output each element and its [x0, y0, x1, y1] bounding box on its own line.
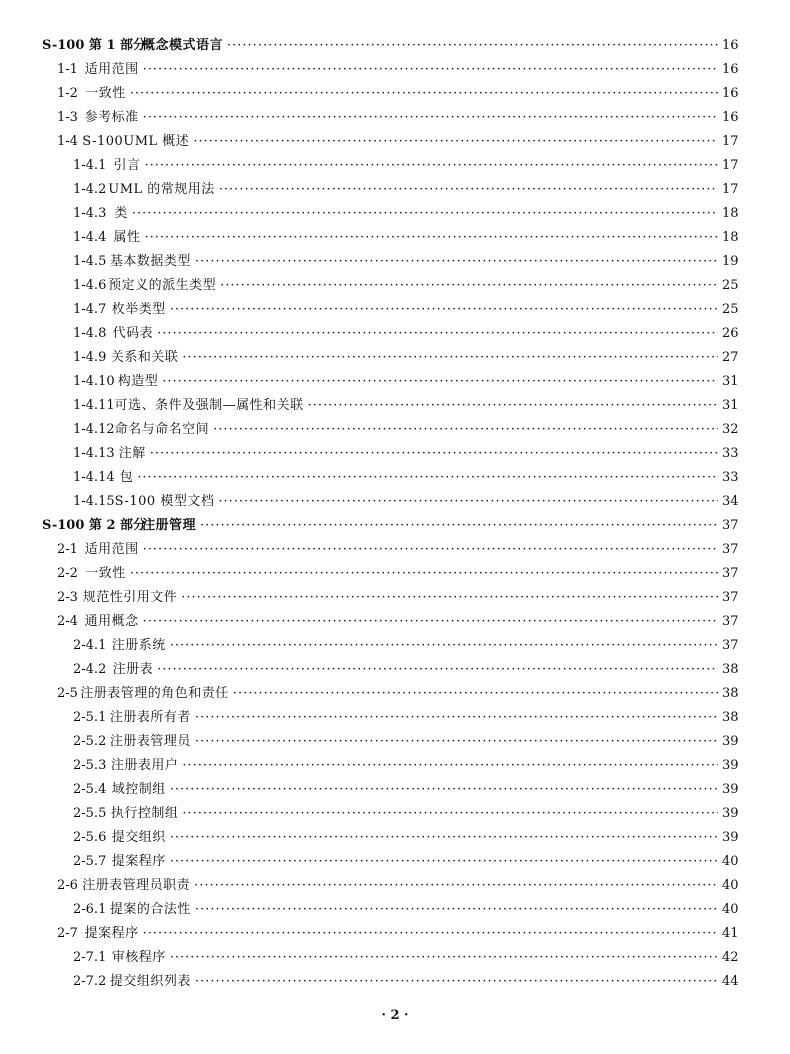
- toc-entry-number: 2-7.1: [73, 950, 107, 965]
- toc-entry-title: 预定义的派生类型: [108, 278, 217, 293]
- toc-subsection-entry[interactable]: [0, 202, 790, 226]
- page-number-footer: · 2 ·: [381, 1008, 409, 1023]
- toc-dot-leader: [157, 322, 718, 346]
- toc-entry-title: 一致性: [85, 86, 126, 101]
- toc-entry-title: 审核程序: [111, 950, 166, 965]
- toc-entry-title: 关系和关联: [110, 350, 179, 365]
- toc-dot-leader: [162, 370, 718, 394]
- toc-entry-number: 1-4.7: [73, 302, 107, 317]
- toc-entry-page-number: 18: [722, 230, 739, 245]
- toc-dot-leader: [308, 394, 718, 418]
- toc-entry-number: 2-5.5: [73, 806, 107, 821]
- toc-dot-leader: [195, 250, 718, 274]
- toc-subsection-entry[interactable]: [0, 250, 790, 274]
- toc-entry-page-number: 16: [722, 110, 739, 125]
- toc-entry-page-number: 39: [722, 734, 739, 749]
- toc-entry-title: 注册表管理员职责: [82, 878, 191, 893]
- toc-dot-leader: [200, 514, 718, 538]
- toc-dot-leader: [195, 706, 718, 730]
- toc-entry-title: 提案程序: [84, 926, 139, 941]
- toc-entry-title: 概念模式语言: [142, 38, 224, 53]
- toc-subsection-entry[interactable]: [0, 370, 790, 394]
- toc-entry-number: 1-4.12: [73, 422, 115, 437]
- toc-dot-leader: [157, 658, 718, 682]
- toc-dot-leader: [170, 850, 718, 874]
- toc-dot-leader: [170, 778, 718, 802]
- toc-dot-leader: [195, 970, 718, 994]
- toc-entry-number: 1-4.1: [73, 158, 107, 173]
- toc-section-entry[interactable]: [0, 586, 790, 610]
- toc-entry-number: 1-4.6: [73, 278, 107, 293]
- toc-dot-leader: [195, 730, 718, 754]
- toc-part-heading[interactable]: [0, 34, 790, 58]
- toc-subsection-entry[interactable]: [0, 634, 790, 658]
- toc-dot-leader: [227, 34, 718, 58]
- toc-section-entry[interactable]: [0, 610, 790, 634]
- toc-entry-page-number: 17: [722, 158, 739, 173]
- toc-entry-number: 1-4.8: [73, 326, 107, 341]
- toc-dot-leader: [195, 898, 718, 922]
- toc-entry-page-number: 33: [722, 470, 739, 485]
- toc-entry-number: 2-5.1: [73, 710, 107, 725]
- toc-subsection-entry[interactable]: [0, 490, 790, 514]
- toc-entry-page-number: 16: [722, 38, 739, 53]
- toc-subsection-entry[interactable]: [0, 394, 790, 418]
- toc-subsection-entry[interactable]: [0, 154, 790, 178]
- toc-entry-number: 2-4: [57, 614, 78, 629]
- toc-entry-page-number: 18: [722, 206, 739, 221]
- toc-section-entry[interactable]: [0, 562, 790, 586]
- toc-entry-page-number: 39: [722, 830, 739, 845]
- toc-entry-title: 规范性引用文件: [82, 590, 178, 605]
- toc-dot-leader: [182, 754, 718, 778]
- toc-part-heading[interactable]: [0, 514, 790, 538]
- toc-entry-page-number: 39: [722, 782, 739, 797]
- toc-entry-page-number: 17: [722, 182, 739, 197]
- toc-dot-leader: [137, 466, 718, 490]
- toc-entry-page-number: 42: [722, 950, 739, 965]
- toc-entry-page-number: 38: [722, 686, 739, 701]
- toc-entry-number: 1-3: [57, 110, 78, 125]
- toc-entry-title: 可选、条件及强制—属性和关联: [114, 398, 304, 413]
- toc-section-entry[interactable]: [0, 130, 790, 154]
- toc-entry-page-number: 37: [722, 614, 739, 629]
- toc-dot-leader: [219, 178, 718, 202]
- toc-entry-page-number: 37: [722, 590, 739, 605]
- toc-entry-number: 1-4.13: [73, 446, 115, 461]
- toc-entry-page-number: 40: [722, 902, 739, 917]
- toc-dot-leader: [145, 226, 719, 250]
- toc-subsection-entry[interactable]: [0, 658, 790, 682]
- toc-dot-leader: [170, 826, 718, 850]
- toc-entry-number: 1-4.4: [73, 230, 107, 245]
- toc-dot-leader: [143, 58, 718, 82]
- toc-dot-leader: [145, 154, 719, 178]
- toc-entry-title: 注解: [118, 446, 146, 461]
- toc-subsection-entry[interactable]: [0, 850, 790, 874]
- toc-section-entry[interactable]: [0, 922, 790, 946]
- toc-dot-leader: [213, 418, 718, 442]
- toc-dot-leader: [143, 106, 718, 130]
- toc-entry-number: 1-4.3: [73, 206, 107, 221]
- toc-dot-leader: [143, 610, 718, 634]
- toc-dot-leader: [130, 562, 718, 586]
- toc-section-entry[interactable]: [0, 82, 790, 106]
- toc-entry-number: 2-5.3: [73, 758, 107, 773]
- toc-entry-title: 通用概念: [84, 614, 139, 629]
- toc-entry-number: 1-1: [57, 62, 78, 77]
- toc-subsection-entry[interactable]: [0, 298, 790, 322]
- toc-entry-number: 2-6.1: [73, 902, 107, 917]
- toc-entry-number: 2-7.2: [73, 974, 107, 989]
- toc-entry-number: 2-4.2: [73, 662, 107, 677]
- toc-entry-page-number: 27: [722, 350, 739, 365]
- toc-entry-title: 适用范围: [84, 62, 139, 77]
- toc-entry-number: 1-4.9: [73, 350, 107, 365]
- toc-subsection-entry[interactable]: [0, 178, 790, 202]
- toc-section-entry[interactable]: [0, 682, 790, 706]
- toc-entry-number: 1-2: [57, 86, 78, 101]
- toc-entry-title: 引言: [113, 158, 141, 173]
- toc-entry-page-number: 37: [722, 566, 739, 581]
- toc-entry-number: 1-4.15: [73, 494, 115, 509]
- toc-entry-title: 注册表用户: [110, 758, 179, 773]
- toc-entry-title: 参考标准: [84, 110, 139, 125]
- toc-entry-number: 1-4.14: [73, 470, 115, 485]
- toc-dot-leader: [170, 946, 718, 970]
- toc-entry-title: 代码表: [112, 326, 154, 341]
- toc-subsection-entry[interactable]: [0, 778, 790, 802]
- toc-entry-number: 2-3: [57, 590, 78, 605]
- toc-entry-title: 注册系统: [111, 638, 166, 653]
- toc-subsection-entry[interactable]: [0, 322, 790, 346]
- toc-subsection-entry[interactable]: [0, 418, 790, 442]
- toc-subsection-entry[interactable]: [0, 274, 790, 298]
- toc-dot-leader: [182, 346, 718, 370]
- toc-entry-title: 注册表: [112, 662, 154, 677]
- toc-entry-number: 2-5.7: [73, 854, 107, 869]
- toc-entry-page-number: 38: [722, 710, 739, 725]
- toc-entry-title: 类: [114, 206, 128, 221]
- toc-entry-page-number: 40: [722, 878, 739, 893]
- toc-entry-page-number: 37: [722, 518, 739, 533]
- toc-entry-number: 1-4.11: [73, 398, 115, 413]
- toc-entry-page-number: 32: [722, 422, 739, 437]
- toc-entry-title: S-100UML 概述: [82, 134, 190, 149]
- toc-entry-number: 1-4.2: [73, 182, 107, 197]
- toc-entry-page-number: 37: [722, 542, 739, 557]
- toc-entry-page-number: 33: [722, 446, 739, 461]
- toc-entry-page-number: 26: [722, 326, 739, 341]
- toc-entry-number: 2-2: [57, 566, 78, 581]
- toc-subsection-entry[interactable]: [0, 802, 790, 826]
- toc-dot-leader: [233, 682, 718, 706]
- toc-entry-page-number: 37: [722, 638, 739, 653]
- toc-dot-leader: [130, 82, 718, 106]
- toc-entry-title: 提案程序: [111, 854, 166, 869]
- toc-entry-page-number: 39: [722, 806, 739, 821]
- toc-entry-page-number: 39: [722, 758, 739, 773]
- toc-entry-page-number: 40: [722, 854, 739, 869]
- toc-dot-leader: [194, 874, 718, 898]
- toc-subsection-entry[interactable]: [0, 970, 790, 994]
- toc-entry-title: UML 的常规用法: [108, 182, 215, 197]
- toc-entry-page-number: 17: [722, 134, 739, 149]
- toc-dot-leader: [143, 538, 718, 562]
- toc-entry-page-number: 25: [722, 302, 739, 317]
- toc-entry-page-number: 41: [722, 926, 739, 941]
- toc-entry-title: 注册表所有者: [109, 710, 191, 725]
- toc-entry-page-number: 31: [722, 398, 739, 413]
- toc-dot-leader: [218, 490, 718, 514]
- toc-subsection-entry[interactable]: [0, 346, 790, 370]
- toc-entry-title: 提案的合法性: [109, 902, 191, 917]
- toc-entry-page-number: 16: [722, 62, 739, 77]
- toc-entry-title: 枚举类型: [111, 302, 166, 317]
- toc-entry-title: 适用范围: [84, 542, 139, 557]
- toc-entry-number: S-100 第 2 部分: [42, 518, 147, 533]
- toc-dot-leader: [143, 922, 718, 946]
- toc-entry-page-number: 19: [722, 254, 739, 269]
- toc-subsection-entry[interactable]: [0, 754, 790, 778]
- toc-dot-leader: [220, 274, 718, 298]
- toc-dot-leader: [132, 202, 718, 226]
- toc-entry-title: 属性: [113, 230, 141, 245]
- toc-subsection-entry[interactable]: [0, 706, 790, 730]
- toc-entry-title: 构造型: [117, 374, 159, 389]
- toc-dot-leader: [150, 442, 718, 466]
- toc-subsection-entry[interactable]: [0, 826, 790, 850]
- toc-entry-page-number: 38: [722, 662, 739, 677]
- toc-entry-number: S-100 第 1 部分: [42, 38, 147, 53]
- toc-dot-leader: [170, 634, 718, 658]
- toc-entry-number: 2-5: [57, 686, 78, 701]
- toc-subsection-entry[interactable]: [0, 730, 790, 754]
- toc-entry-number: 2-6: [57, 878, 78, 893]
- toc-entry-title: 执行控制组: [110, 806, 179, 821]
- toc-section-entry[interactable]: [0, 874, 790, 898]
- toc-subsection-entry[interactable]: [0, 946, 790, 970]
- toc-entry-number: 2-1: [57, 542, 78, 557]
- toc-entry-page-number: 34: [722, 494, 739, 509]
- toc-dot-leader: [193, 130, 718, 154]
- toc-entry-page-number: 44: [722, 974, 739, 989]
- toc-entry-title: 基本数据类型: [109, 254, 191, 269]
- toc-section-entry[interactable]: [0, 106, 790, 130]
- toc-section-entry[interactable]: [0, 58, 790, 82]
- toc-entry-title: 包: [119, 470, 134, 485]
- toc-entry-title: 注册表管理员: [109, 734, 191, 749]
- toc-entry-page-number: 31: [722, 374, 739, 389]
- toc-entry-title: 命名与命名空间: [114, 422, 210, 437]
- toc-dot-leader: [182, 802, 718, 826]
- toc-entry-number: 2-4.1: [73, 638, 107, 653]
- toc-entry-number: 2-5.6: [73, 830, 107, 845]
- toc-entry-number: 2-5.2: [73, 734, 107, 749]
- toc-entry-title: 提交组织列表: [109, 974, 191, 989]
- toc-entry-number: 2-7: [57, 926, 78, 941]
- toc-dot-leader: [170, 298, 718, 322]
- toc-entry-title: 域控制组: [111, 782, 166, 797]
- toc-section-entry[interactable]: [0, 538, 790, 562]
- toc-subsection-entry[interactable]: [0, 442, 790, 466]
- toc-entry-number: 1-4: [57, 134, 78, 149]
- toc-entry-title: 一致性: [85, 566, 126, 581]
- toc-subsection-entry[interactable]: [0, 226, 790, 250]
- toc-entry-page-number: 16: [722, 86, 739, 101]
- toc-entry-title: 注册表管理的角色和责任: [80, 686, 229, 701]
- toc-entry-number: 2-5.4: [73, 782, 107, 797]
- toc-entry-page-number: 25: [722, 278, 739, 293]
- toc-entry-title: 提交组织: [111, 830, 166, 845]
- toc-subsection-entry[interactable]: [0, 898, 790, 922]
- toc-subsection-entry[interactable]: [0, 466, 790, 490]
- toc-dot-leader: [181, 586, 718, 610]
- toc-entry-number: 1-4.5: [73, 254, 107, 269]
- toc-entry-title: S-100 模型文档: [114, 494, 215, 509]
- toc-entry-number: 1-4.10: [73, 374, 115, 389]
- toc-entry-title: 注册管理: [142, 518, 197, 533]
- table-of-contents: [0, 34, 790, 994]
